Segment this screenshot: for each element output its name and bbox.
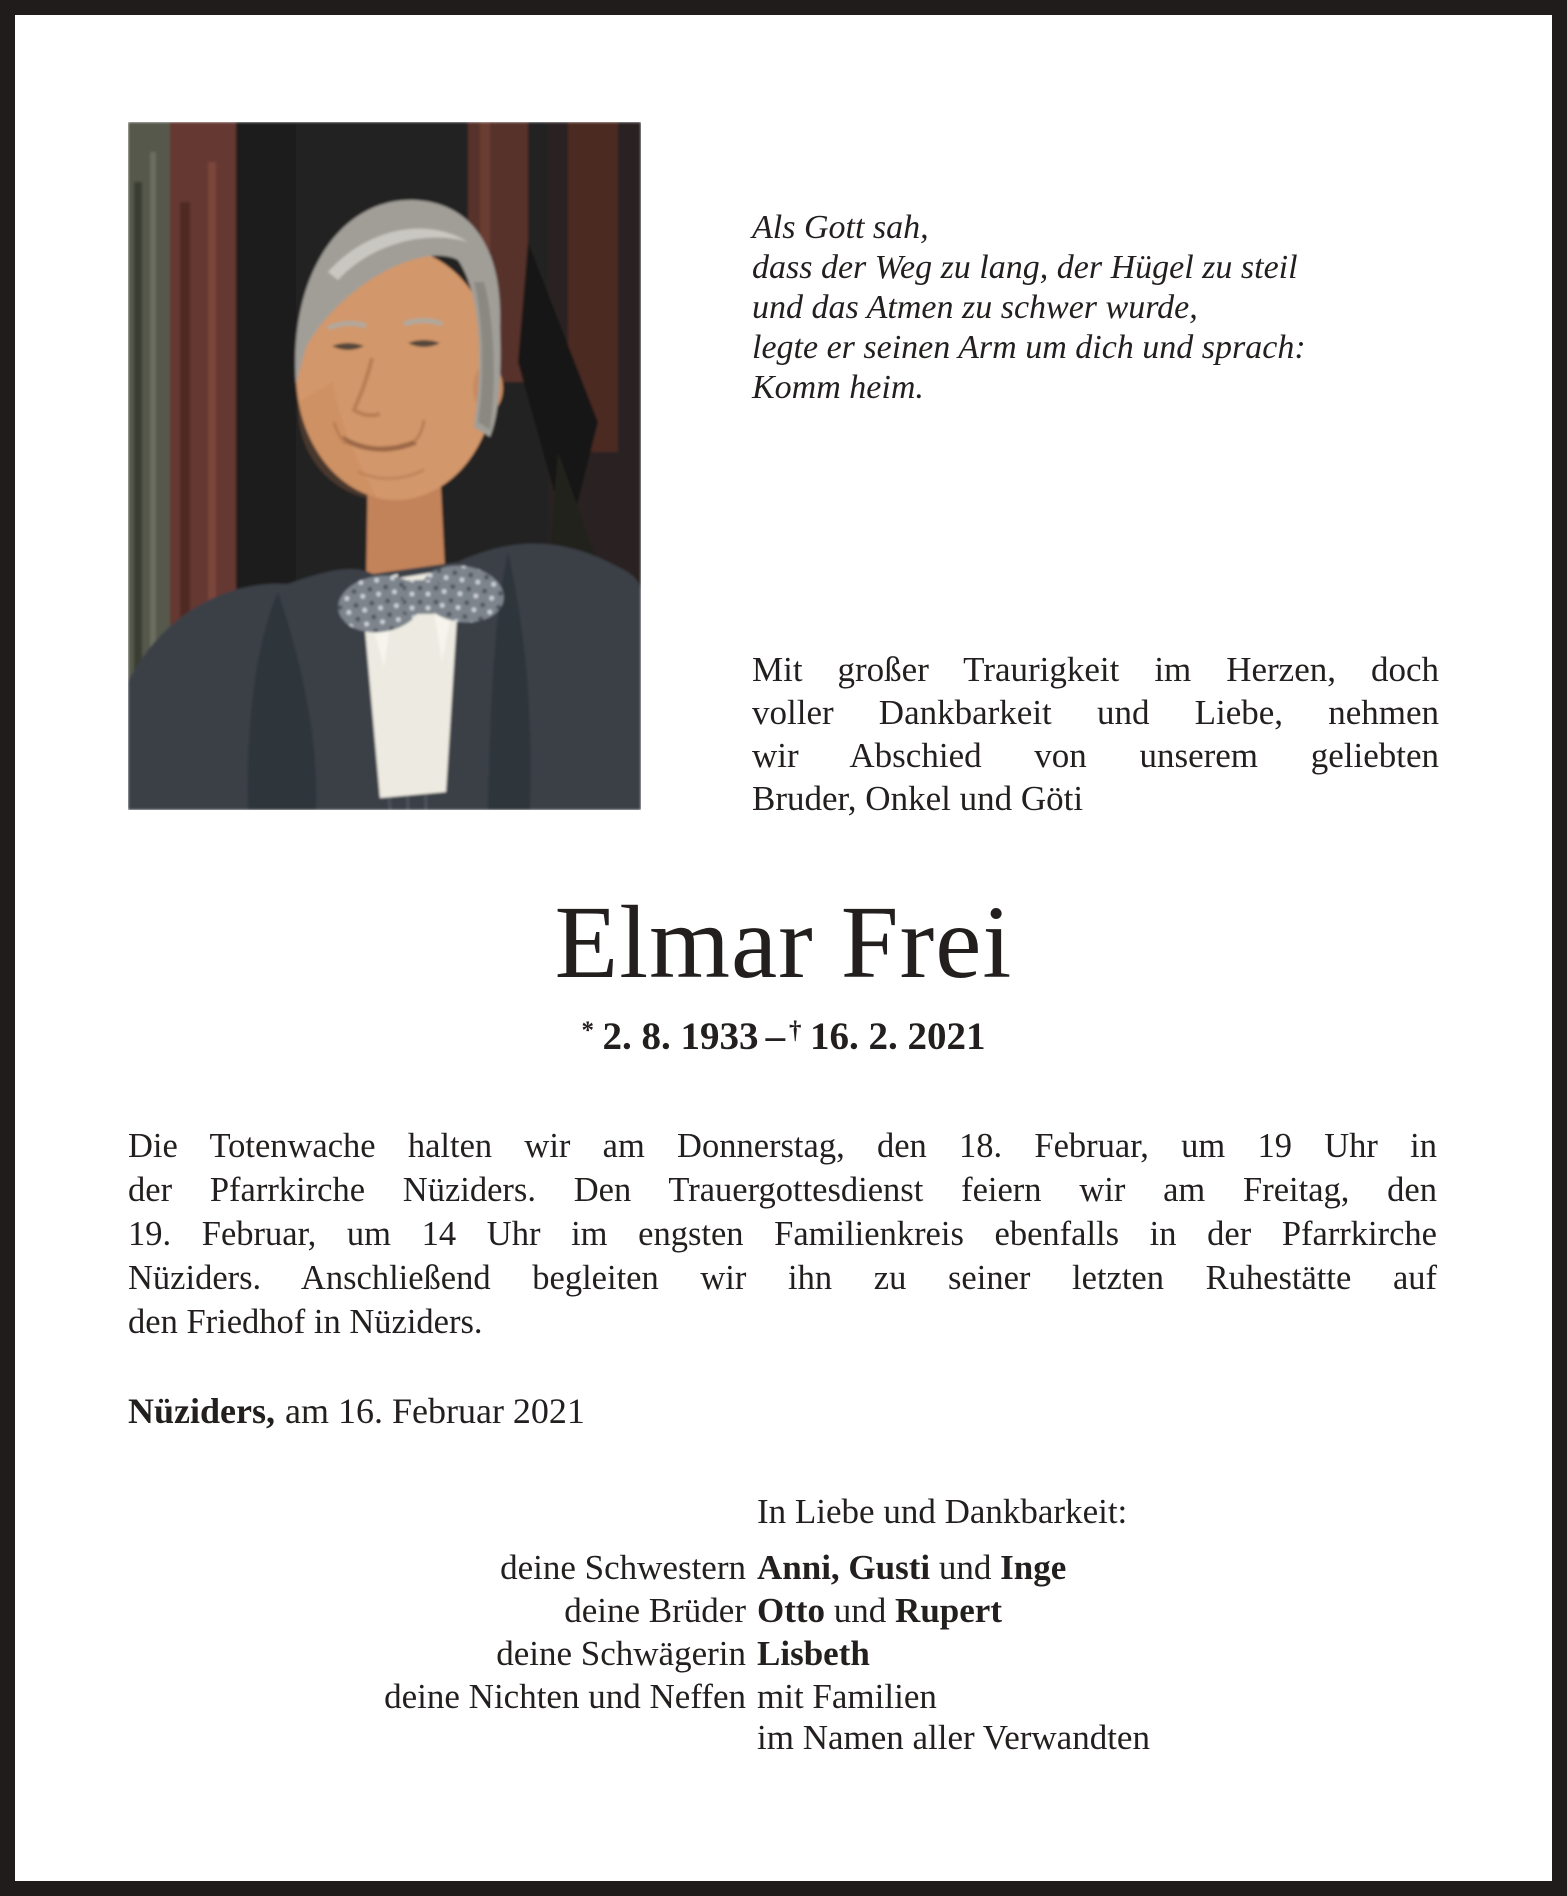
text-line: und das Atmen zu schwer wurde, [752,289,1198,326]
birth-date: 2. 8. 1933 [602,1015,759,1058]
text-line: Komm heim. [752,369,924,406]
mourner-relation: deine Schwägerin [496,1634,746,1673]
text-line: den Friedhof in Nüziders. [128,1303,483,1341]
text-line: Nüziders. Anschließend begleiten wir ihn zu seiner letzten Ruhestätte auf [128,1259,1437,1297]
text-line: Als Gott sah, [752,209,929,246]
text-line: Bruder, Onkel und Göti [752,779,1084,818]
closing-footer: im Namen aller Verwandten [757,1718,1150,1757]
mourner-text: und [930,1548,1001,1587]
birth-symbol: * [581,1016,594,1044]
text-line: der Pfarrkirche Nüziders. Den Trauergottesdienst feiern wir am Freitag, den [128,1171,1437,1209]
mourner-names [752,1632,870,1675]
portrait-photo [128,122,641,810]
farewell-intro [752,648,1439,820]
dates-separator: – [765,1015,786,1058]
mourner-row [0,1546,1567,1589]
text-line: 19. Februar, um 14 Uhr im engsten Familienkreis ebenfalls in der Pfarrkirche [128,1215,1437,1253]
mourner-name: Rupert [895,1591,1002,1630]
funeral-announcement [128,1124,1437,1344]
mourner-row [0,1589,1567,1632]
text-line: dass der Weg zu lang, der Hügel zu steil [752,249,1298,286]
mourner-name: Lisbeth [757,1634,870,1673]
mourner-names [752,1675,937,1718]
mourner-relation: deine Brüder [564,1591,746,1630]
life-dates [0,1014,1567,1059]
mourner-row [0,1675,1567,1718]
mourner-relation: deine Schwestern [500,1548,746,1587]
text-line: voller Dankbarkeit und Liebe, nehmen [752,693,1439,732]
mourner-text: und [825,1591,896,1630]
mourner-names [752,1589,1002,1632]
portrait-photo-illustration [128,122,641,810]
memorial-poem [752,208,1306,408]
deceased-name: Elmar Frei [554,885,1013,1000]
text-line: Die Totenwache halten wir am Donnerstag, den 18. Februar, um 19 Uhr in [128,1127,1437,1165]
text-line: Mit großer Traurigkeit im Herzen, doch [752,650,1439,689]
dateline-date: am 16. Februar 2021 [285,1391,585,1431]
mourner-relation: deine Nichten und Neffen [384,1677,746,1716]
mourner-name: Inge [1000,1548,1067,1587]
dateline-place: Nüziders, [128,1391,275,1431]
dateline [128,1390,585,1432]
death-symbol: † [788,1016,802,1044]
mourner-name: Anni, Gusti [757,1548,931,1587]
text-line: legte er seinen Arm um dich und sprach: [752,329,1306,366]
mourner-text: mit Familien [757,1677,937,1716]
mourner-row [0,1632,1567,1675]
mourner-name: Otto [757,1591,826,1630]
death-date: 16. 2. 2021 [810,1015,986,1058]
mourners [0,1546,1567,1718]
mourner-names [752,1546,1066,1589]
text-line: wir Abschied von unserem geliebten [752,736,1439,775]
closing-heading: In Liebe und Dankbarkeit: [757,1492,1128,1531]
